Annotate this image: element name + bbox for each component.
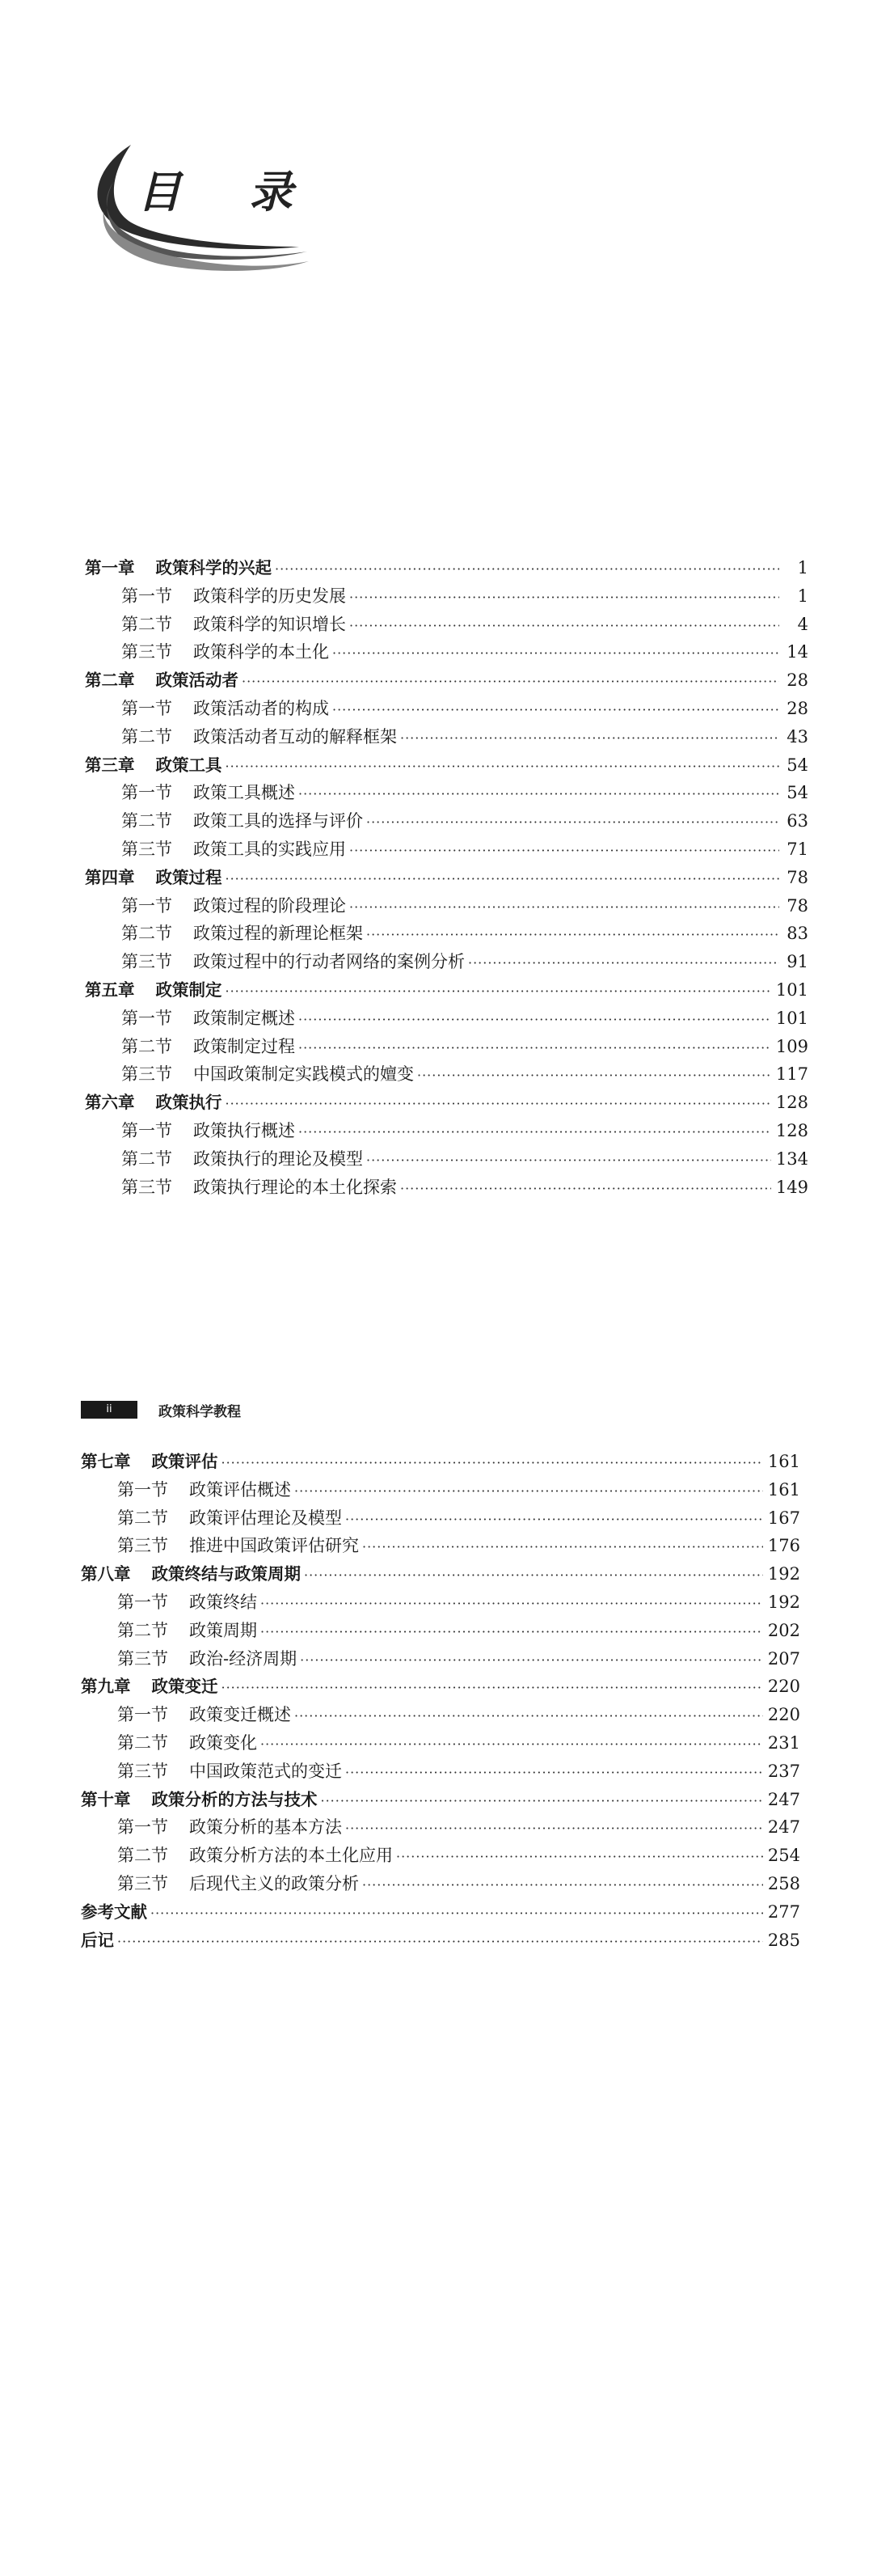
toc-section-row[interactable] [121, 807, 808, 835]
toc-entry-label [121, 1033, 295, 1060]
toc-entry-number: 第九章 [81, 1677, 131, 1697]
toc-page-number: 4 [797, 614, 808, 634]
toc-page-number: 258 [767, 1874, 800, 1893]
toc-entry-title: 政治-经济周期 [189, 1648, 297, 1669]
leader-dots [366, 1147, 771, 1174]
toc-section-row[interactable] [117, 1645, 800, 1673]
toc-page-number: 101 [775, 1008, 808, 1028]
leader-dots [345, 1506, 763, 1533]
toc-entry-label [117, 1588, 257, 1616]
toc-chapter-row[interactable] [81, 1786, 800, 1813]
toc-entry-number: 第三节 [121, 840, 172, 859]
toc-page-number: 71 [787, 840, 808, 859]
toc-entry-label [81, 1448, 218, 1475]
toc-section-row[interactable] [121, 1174, 808, 1201]
leader-dots [362, 1872, 763, 1899]
leader-dots [117, 1928, 763, 1956]
toc-entry-number: 第三节 [117, 1761, 168, 1781]
leader-dots [396, 1843, 763, 1871]
toc-section-row[interactable] [121, 948, 808, 975]
toc-page-number: 247 [767, 1817, 800, 1838]
leader-dots [366, 921, 779, 949]
toc-entry-title: 中国政策制定实践模式的嬗变 [193, 1064, 414, 1085]
toc-page-number: 285 [767, 1930, 800, 1950]
toc-entry-label [121, 807, 363, 835]
toc-entry-label [121, 695, 329, 722]
toc-chapter-row[interactable] [81, 1560, 800, 1588]
toc-page-number: 277 [767, 1901, 800, 1922]
toc-entry-title: 政策活动者 [155, 670, 238, 691]
toc-entry-number: 第二章 [85, 670, 135, 691]
toc-entry-title: 政策分析的基本方法 [189, 1817, 342, 1838]
toc-entry-title: 政策科学的兴起 [155, 558, 272, 577]
leader-dots [226, 753, 780, 780]
toc-entry-number: 第二节 [121, 811, 172, 831]
toc-entry-number: 第一节 [117, 1479, 168, 1499]
toc-entry-label [121, 892, 346, 920]
toc-entry-number: 第八章 [81, 1564, 131, 1584]
toc-entry-label [121, 835, 346, 863]
toc-entry-label [121, 1174, 397, 1201]
toc-entry-title: 政策分析方法的本土化应用 [189, 1846, 393, 1866]
toc-entry-label [117, 1729, 257, 1757]
toc-entry-label [85, 751, 222, 779]
toc-entry-title: 政策过程中的行动者网络的案例分析 [193, 952, 465, 972]
leader-dots [345, 1759, 763, 1787]
toc-entry-number: 第三节 [117, 1648, 168, 1669]
toc-section-row[interactable] [117, 1476, 800, 1504]
toc-entry-title: 政策活动者互动的解释框架 [193, 726, 397, 747]
toc-list-2 [0, 1448, 873, 1982]
toc-page-number: 1 [797, 558, 808, 577]
toc-entry-label [121, 920, 363, 947]
leader-dots [226, 978, 771, 1005]
toc-section-row[interactable] [117, 1870, 800, 1897]
toc-entry-number: 第三节 [121, 952, 172, 972]
toc-entry-label [117, 1758, 342, 1785]
toc-chapter-row[interactable] [85, 554, 808, 582]
leader-dots [304, 1562, 763, 1589]
toc-entry-title: 政策执行的理论及模型 [193, 1148, 363, 1169]
toc-page-number: 28 [787, 699, 808, 718]
toc-entry-title: 政策过程的阶段理论 [193, 895, 346, 916]
toc-page-number: 78 [787, 867, 808, 887]
toc-entry-label [117, 1701, 291, 1728]
toc-entry-label [121, 1117, 295, 1144]
toc-page-number: 192 [767, 1564, 800, 1584]
toc-entry-title: 政策制定过程 [193, 1036, 295, 1056]
toc-entry-title: 政策评估概述 [189, 1479, 291, 1499]
toc-entry-title: 政策终结 [189, 1593, 257, 1612]
toc-entry-title: 政策活动者的构成 [193, 699, 329, 718]
leader-dots [226, 865, 780, 893]
toc-page-number: 109 [775, 1036, 808, 1056]
leader-dots [294, 1703, 763, 1730]
toc-entry-label [121, 1005, 295, 1032]
toc-section-row[interactable] [117, 1617, 800, 1644]
toc-entry-title: 政策评估理论及模型 [189, 1508, 342, 1528]
toc-page-number: 54 [787, 783, 808, 803]
toc-page-number: 192 [767, 1593, 800, 1612]
toc-entry-title: 政策变迁 [151, 1677, 218, 1697]
toc-chapter-row[interactable] [81, 1448, 800, 1475]
toc-page-number: 149 [775, 1177, 808, 1197]
toc-page-number: 231 [767, 1733, 800, 1753]
toc-entry-label [81, 1927, 114, 1954]
toc-section-row[interactable] [121, 723, 808, 751]
leader-dots [221, 1449, 763, 1477]
leader-dots [242, 668, 779, 696]
book-title: 政策科学教程 [158, 1403, 241, 1420]
leader-dots [300, 1647, 763, 1674]
toc-entry-title: 后现代主义的政策分析 [189, 1874, 359, 1893]
leader-dots [366, 809, 779, 836]
toc-section-row[interactable] [121, 1145, 808, 1173]
leader-dots [275, 556, 779, 583]
toc-entry-title: 政策过程 [155, 867, 222, 887]
toc-section-row[interactable] [121, 835, 808, 863]
leader-dots [349, 894, 779, 921]
toc-entry-number: 第一节 [121, 1008, 172, 1028]
toc-entry-title: 政策工具的实践应用 [193, 840, 346, 859]
toc-section-row[interactable] [121, 1117, 808, 1144]
toc-page-number: 91 [787, 952, 808, 972]
leader-dots [321, 1787, 763, 1815]
toc-entry-title: 政策执行概述 [193, 1121, 295, 1140]
toc-page-number: 1 [797, 586, 808, 606]
toc-entry-number: 第三节 [117, 1536, 168, 1556]
toc-heading-char-2: 录 [249, 167, 293, 218]
toc-page-number: 128 [775, 1121, 808, 1140]
toc-page-number: 220 [767, 1705, 800, 1725]
toc-entry-number: 第二节 [121, 726, 172, 747]
toc-list-1 [0, 554, 873, 1225]
toc-entry-label [121, 638, 329, 666]
leader-dots [298, 1034, 771, 1062]
toc-chapter-row[interactable] [81, 1898, 800, 1926]
leader-dots [332, 640, 779, 667]
toc-entry-number: 第三节 [117, 1874, 168, 1893]
toc-entry-label [85, 1089, 222, 1116]
toc-page-number: 202 [767, 1620, 800, 1640]
toc-section-row[interactable] [117, 1842, 800, 1869]
toc-section-row[interactable] [117, 1729, 800, 1757]
toc-entry-label [121, 582, 346, 610]
toc-entry-number: 第二节 [121, 1148, 172, 1169]
toc-entry-number: 第二节 [121, 614, 172, 634]
toc-entry-label [117, 1645, 297, 1673]
toc-entry-title: 政策周期 [189, 1620, 257, 1640]
toc-chapter-row[interactable] [81, 1673, 800, 1700]
leader-dots [468, 950, 779, 977]
toc-section-row[interactable] [121, 779, 808, 806]
toc-entry-label [81, 1898, 147, 1926]
toc-section-row[interactable] [117, 1532, 800, 1559]
toc-section-row[interactable] [121, 892, 808, 920]
toc-entry-label [117, 1476, 291, 1504]
toc-entry-label [117, 1532, 359, 1559]
leader-dots [226, 1090, 771, 1118]
leader-dots [345, 1815, 763, 1842]
toc-entry-label [121, 1060, 414, 1088]
toc-entry-title: 政策变化 [189, 1733, 257, 1753]
leader-dots [294, 1478, 763, 1505]
toc-section-row[interactable] [117, 1813, 800, 1841]
toc-heading-char-1: 目 [137, 167, 181, 218]
leader-dots [260, 1731, 763, 1758]
toc-section-row[interactable] [121, 920, 808, 947]
toc-entry-number: 第一节 [121, 699, 172, 718]
toc-entry-title: 政策分析的方法与技术 [151, 1789, 318, 1809]
running-head [81, 1399, 241, 1420]
toc-entry-title: 推进中国政策评估研究 [189, 1536, 359, 1556]
toc-entry-number: 第三节 [121, 1177, 172, 1197]
toc-entry-label [81, 1673, 218, 1700]
toc-entry-title: 政策制定概述 [193, 1008, 295, 1028]
leader-dots [260, 1618, 763, 1646]
toc-entry-label [121, 948, 465, 975]
leader-dots [362, 1533, 763, 1561]
toc-page-number: 101 [775, 980, 808, 1000]
toc-entry-title: 政策过程的新理论框架 [193, 924, 363, 944]
toc-entry-label [85, 666, 238, 694]
toc-entry-label [121, 779, 295, 806]
toc-section-row[interactable] [121, 1005, 808, 1032]
toc-entry-title: 政策评估 [151, 1452, 218, 1471]
toc-chapter-row[interactable] [85, 751, 808, 779]
toc-page-number: 83 [787, 924, 808, 944]
toc-entry-title: 政策工具 [155, 755, 222, 775]
toc-entry-label [117, 1842, 393, 1869]
toc-entry-number: 第一章 [85, 558, 135, 577]
toc-entry-label [81, 1786, 318, 1813]
toc-page-number: 134 [775, 1148, 808, 1169]
toc-entry-number: 第四章 [85, 867, 135, 887]
toc-entry-title: 政策科学的本土化 [193, 642, 329, 662]
toc-entry-number: 第一节 [121, 783, 172, 803]
toc-entry-title: 政策执行理论的本土化探索 [193, 1177, 397, 1197]
toc-chapter-row[interactable] [81, 1927, 800, 1954]
leader-dots [298, 1119, 771, 1146]
toc-entry-number: 第二节 [117, 1733, 168, 1753]
toc-entry-number: 第二节 [121, 1036, 172, 1056]
toc-page-number: 167 [767, 1508, 800, 1528]
toc-entry-number: 第一节 [121, 895, 172, 916]
toc-entry-title: 政策终结与政策周期 [151, 1564, 301, 1584]
toc-section-row[interactable] [117, 1588, 800, 1616]
toc-entry-number: 第一节 [121, 1121, 172, 1140]
toc-page-number: 237 [767, 1761, 800, 1781]
toc-section-row[interactable] [121, 1033, 808, 1060]
toc-entry-number: 第五章 [85, 980, 135, 1000]
leader-dots [400, 1175, 771, 1203]
toc-entry-number: 第三节 [121, 642, 172, 662]
toc-entry-label [121, 1145, 363, 1173]
toc-entry-label [117, 1813, 342, 1841]
toc-section-row[interactable] [117, 1758, 800, 1785]
toc-page-2 [0, 1326, 873, 2576]
leader-dots [400, 725, 779, 752]
toc-entry-label [121, 723, 397, 751]
leader-dots [417, 1062, 771, 1089]
toc-entry-label [117, 1504, 342, 1532]
toc-entry-title: 参考文献 [81, 1901, 147, 1922]
toc-section-row[interactable] [117, 1701, 800, 1728]
toc-chapter-row[interactable] [85, 666, 808, 694]
leader-dots [150, 1900, 763, 1927]
toc-section-row[interactable] [121, 695, 808, 722]
toc-entry-title: 后记 [81, 1930, 114, 1950]
toc-page-number: 161 [767, 1479, 800, 1499]
toc-page-number: 43 [787, 726, 808, 747]
toc-chapter-row[interactable] [85, 976, 808, 1004]
toc-section-row[interactable] [121, 1060, 808, 1088]
toc-heading-logo [81, 133, 323, 279]
toc-page-number: 78 [787, 895, 808, 916]
folio-label: ii [81, 1401, 137, 1419]
toc-entry-label [117, 1617, 257, 1644]
toc-section-row[interactable] [117, 1504, 800, 1532]
toc-page-number: 63 [787, 811, 808, 831]
toc-entry-title: 政策科学的知识增长 [193, 614, 346, 634]
toc-entry-title: 中国政策范式的变迁 [189, 1761, 342, 1781]
leader-dots [221, 1674, 763, 1702]
leader-dots [332, 696, 779, 724]
toc-entry-number: 第十章 [81, 1789, 131, 1809]
toc-page-number: 54 [787, 755, 808, 775]
toc-chapter-row[interactable] [85, 864, 808, 891]
toc-entry-number: 第二节 [117, 1508, 168, 1528]
leader-dots [298, 1006, 771, 1034]
toc-entry-title: 政策工具概述 [193, 783, 295, 803]
toc-page-number: 161 [767, 1452, 800, 1471]
toc-chapter-row[interactable] [85, 1089, 808, 1116]
leader-dots [260, 1590, 763, 1618]
toc-section-row[interactable] [121, 611, 808, 638]
toc-page-number: 207 [767, 1648, 800, 1669]
toc-entry-label [81, 1560, 301, 1588]
toc-entry-label [121, 611, 346, 638]
toc-page-number: 254 [767, 1846, 800, 1866]
toc-entry-number: 第一节 [117, 1593, 168, 1612]
toc-page-number: 28 [787, 670, 808, 691]
toc-entry-number: 第二节 [117, 1846, 168, 1866]
toc-entry-number: 第三章 [85, 755, 135, 775]
toc-page-number: 128 [775, 1093, 808, 1113]
toc-entry-number: 第二节 [121, 924, 172, 944]
leader-dots [349, 612, 779, 640]
toc-page-number: 220 [767, 1677, 800, 1697]
toc-entry-label [85, 864, 222, 891]
toc-page-number: 14 [787, 642, 808, 662]
toc-entry-number: 第一节 [117, 1817, 168, 1838]
toc-section-row[interactable] [121, 638, 808, 666]
toc-entry-title: 政策执行 [155, 1093, 222, 1113]
toc-entry-title: 政策工具的选择与评价 [193, 811, 363, 831]
toc-entry-label [117, 1870, 359, 1897]
leader-dots [298, 780, 779, 808]
toc-entry-number: 第二节 [117, 1620, 168, 1640]
toc-entry-title: 政策科学的历史发展 [193, 586, 346, 606]
toc-entry-label [85, 554, 272, 582]
toc-page-number: 117 [775, 1064, 808, 1085]
toc-entry-title: 政策变迁概述 [189, 1705, 291, 1725]
toc-entry-number: 第七章 [81, 1452, 131, 1471]
toc-page-number: 247 [767, 1789, 800, 1809]
toc-entry-number: 第一节 [121, 586, 172, 606]
toc-entry-label [85, 976, 222, 1004]
toc-page-number: 176 [767, 1536, 800, 1556]
toc-entry-title: 政策制定 [155, 980, 222, 1000]
toc-entry-number: 第一节 [117, 1705, 168, 1725]
leader-dots [349, 584, 779, 611]
toc-section-row[interactable] [121, 582, 808, 610]
toc-entry-number: 第三节 [121, 1064, 172, 1085]
toc-entry-number: 第六章 [85, 1093, 135, 1113]
leader-dots [349, 837, 779, 865]
